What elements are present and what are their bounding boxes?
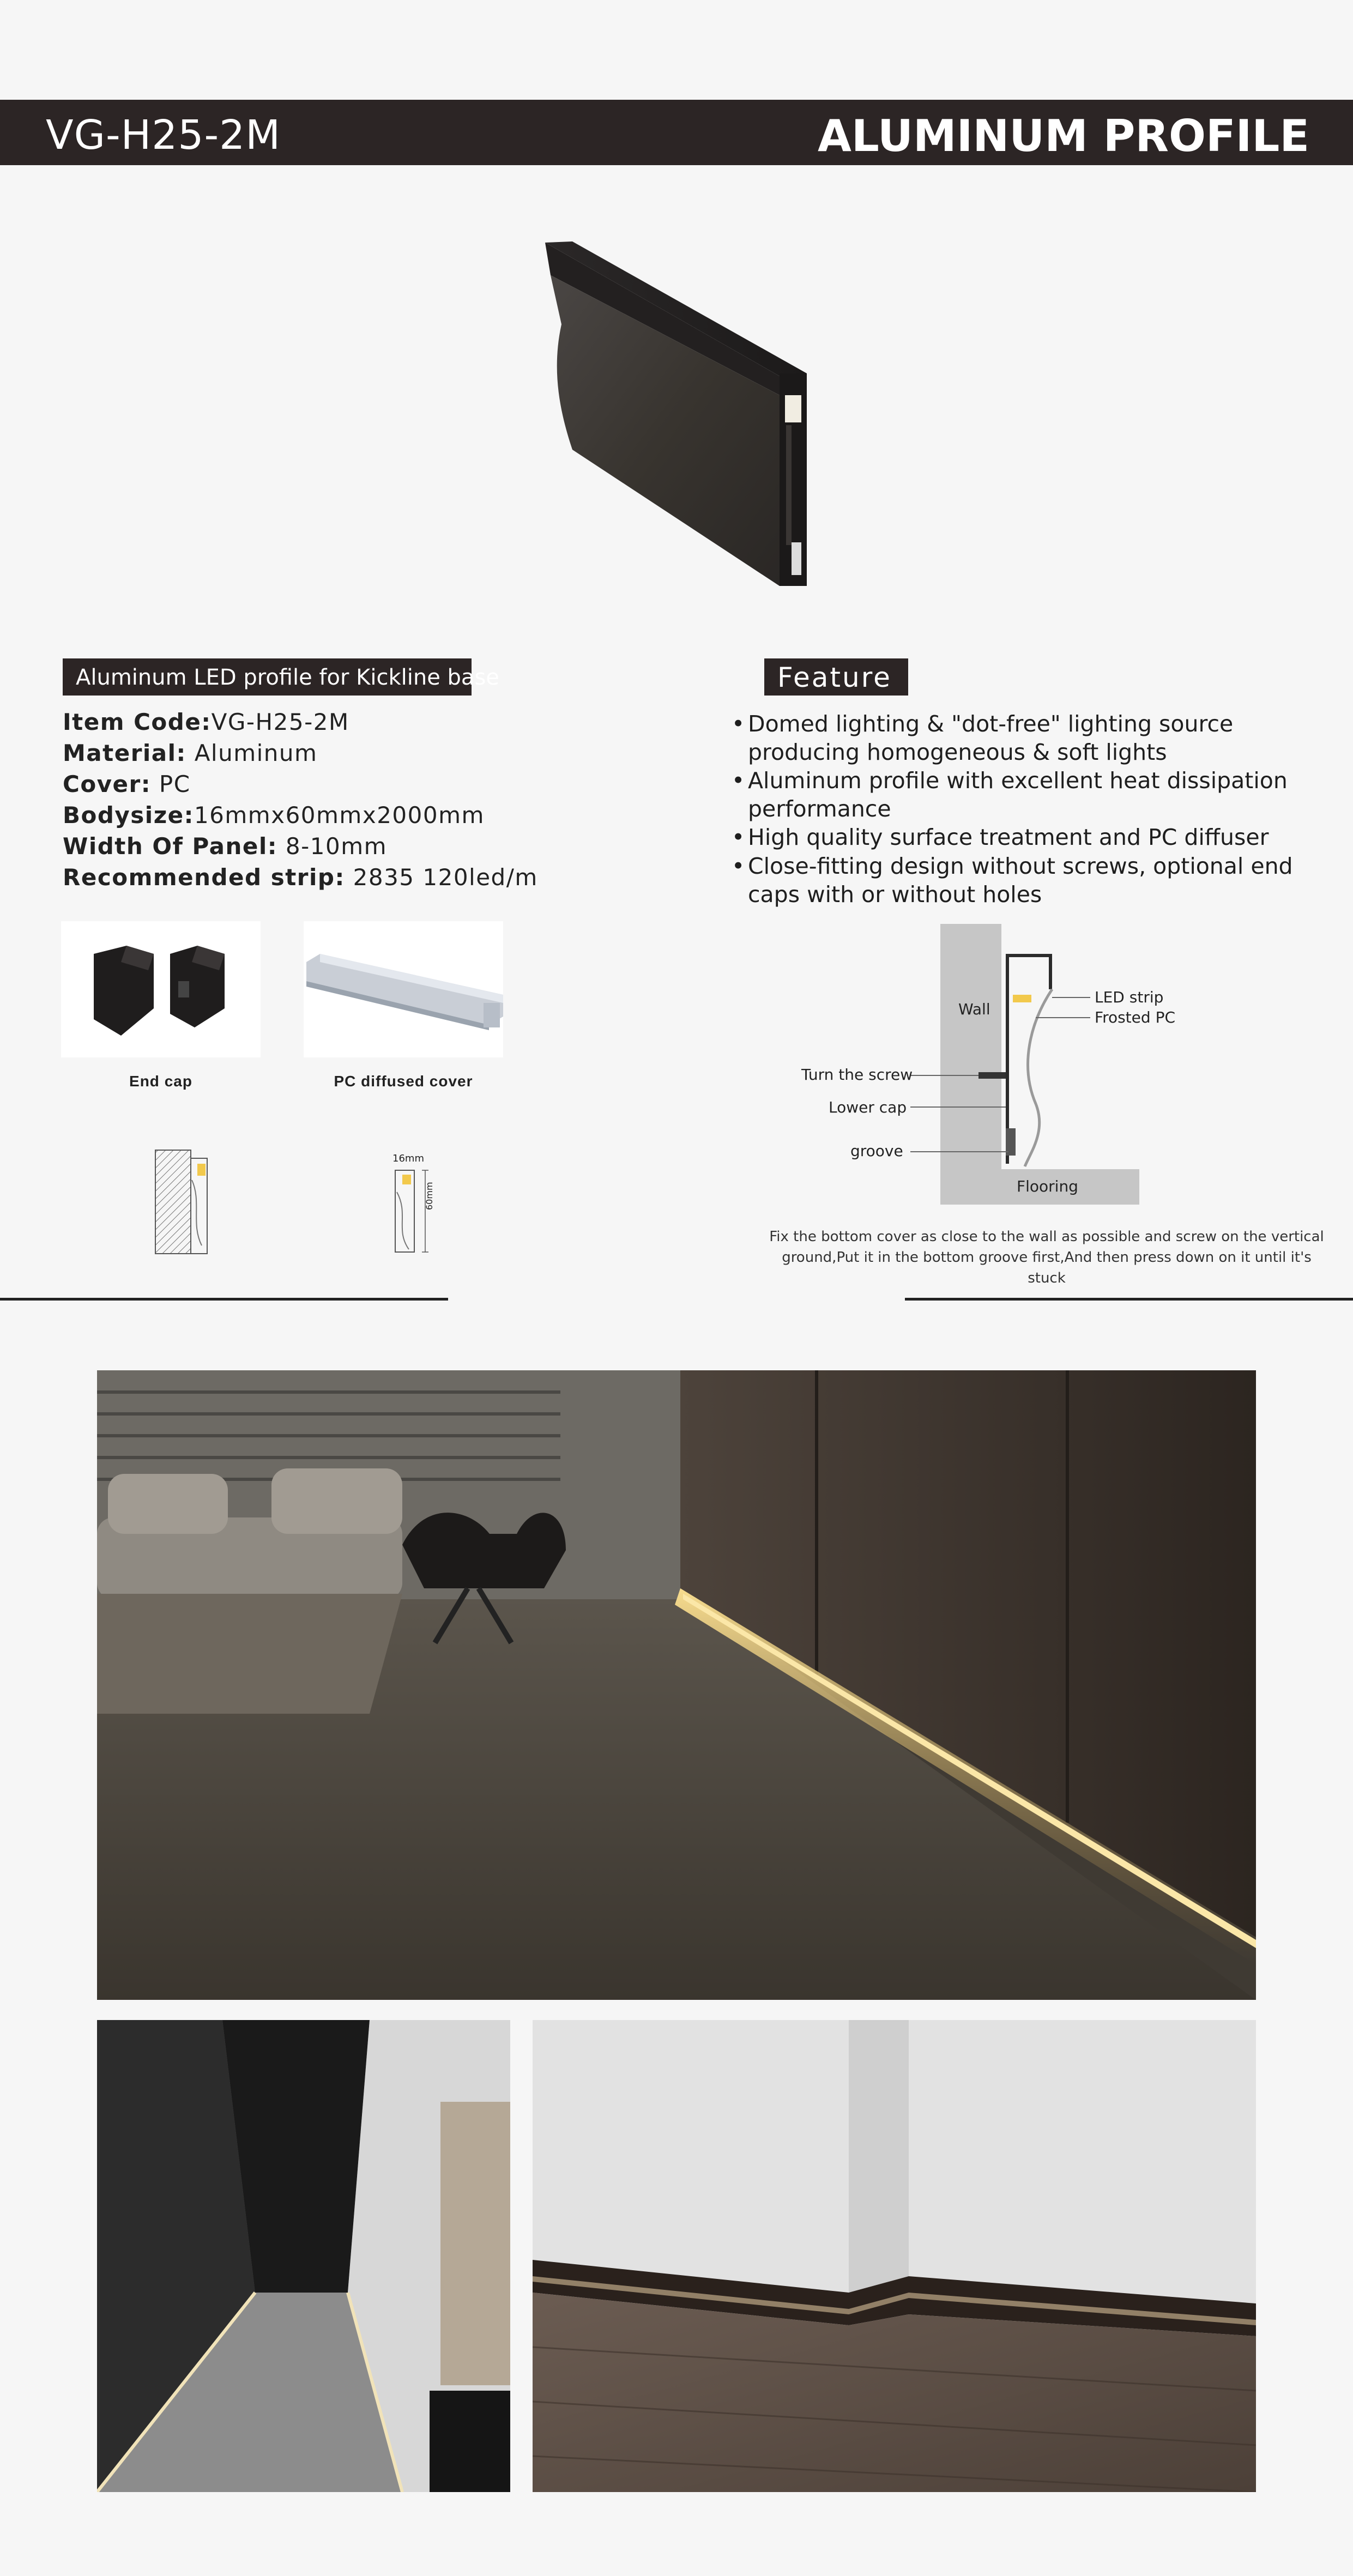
diagram-lower-cap-label: Lower cap — [829, 1098, 907, 1116]
living-room-photo — [97, 1370, 1256, 2000]
diagram-groove-label: groove — [850, 1142, 903, 1160]
spec-bodysize — [63, 802, 485, 829]
dimension-drawing — [387, 1153, 447, 1256]
product-code: VG-H25-2M — [46, 112, 281, 159]
feature-text: Aluminum profile with excellent heat dissipation performance — [748, 767, 1288, 822]
feature-bullet — [732, 852, 1320, 909]
pc-cover-image — [304, 921, 503, 1057]
diagram-flooring-label: Flooring — [1017, 1177, 1078, 1195]
spec-item-code — [63, 709, 349, 735]
feature-bullet — [732, 710, 1320, 766]
spec-value: 2835 120led/m — [345, 864, 538, 891]
spec-value: Aluminum — [186, 740, 318, 766]
diagram-wall-label: Wall — [958, 1000, 990, 1018]
spec-label: Width Of Panel: — [63, 833, 278, 860]
bullet-icon: • — [732, 824, 745, 850]
dim-side-label: 60mm — [424, 1182, 434, 1210]
spec-label: Cover: — [63, 771, 152, 797]
spec-cover — [63, 771, 191, 797]
feature-text: Domed lighting & "dot-free" lighting source producing homogeneous & soft lights — [748, 711, 1234, 765]
spec-label: Recommended strip: — [63, 864, 345, 891]
feature-title-box — [764, 658, 908, 696]
room-corner-photo — [533, 2020, 1256, 2492]
diagram-frosted-pc-label: Frosted PC — [1095, 1008, 1175, 1026]
diagram-screw-label: Turn the screw — [801, 1066, 913, 1084]
end-cap-caption: End cap — [129, 1073, 192, 1090]
bullet-icon: • — [732, 711, 745, 737]
bullet-icon: • — [732, 853, 745, 879]
diagram-led-strip-label: LED strip — [1095, 988, 1164, 1006]
end-cap-image — [61, 921, 261, 1057]
header-banner — [0, 100, 1353, 165]
installation-note: Fix the bottom cover as close to the wall as possible and screw on the vertical ground,Put it in the bottom groove first,And then press down on it until it's stuck — [769, 1229, 1324, 1286]
spec-label: Bodysize: — [63, 802, 194, 829]
feature-title: Feature — [777, 662, 892, 693]
feature-bullet — [732, 823, 1320, 851]
spec-panel-width — [63, 833, 387, 860]
section-divider-right — [905, 1298, 1353, 1301]
spec-value: PC — [151, 771, 191, 797]
install-section-drawing — [153, 1147, 218, 1256]
section-divider-left — [0, 1298, 448, 1301]
spec-value: 16mmx60mmx2000mm — [194, 802, 485, 829]
product-tag — [63, 658, 499, 696]
spec-label: Material: — [63, 740, 186, 766]
dim-top-label: 16mm — [392, 1153, 424, 1164]
spec-value: 8-10mm — [277, 833, 388, 860]
spec-material — [63, 740, 317, 766]
installation-diagram — [796, 924, 1210, 1207]
spec-label: Item Code: — [63, 709, 212, 735]
feature-bullet — [732, 766, 1320, 823]
profile-render — [540, 237, 812, 597]
product-tag-text: Aluminum LED profile for Kickline base — [76, 665, 499, 690]
spec-value: VG-H25-2M — [211, 709, 349, 735]
bullet-icon: • — [732, 767, 745, 794]
product-category: ALUMINUM PROFILE — [817, 111, 1309, 161]
spec-recommended-strip — [63, 864, 538, 891]
feature-text: High quality surface treatment and PC diffuser — [748, 824, 1269, 850]
feature-text: Close-fitting design without screws, optional end caps with or without holes — [748, 853, 1293, 908]
hallway-photo — [97, 2020, 510, 2492]
pc-cover-caption: PC diffused cover — [334, 1073, 473, 1090]
